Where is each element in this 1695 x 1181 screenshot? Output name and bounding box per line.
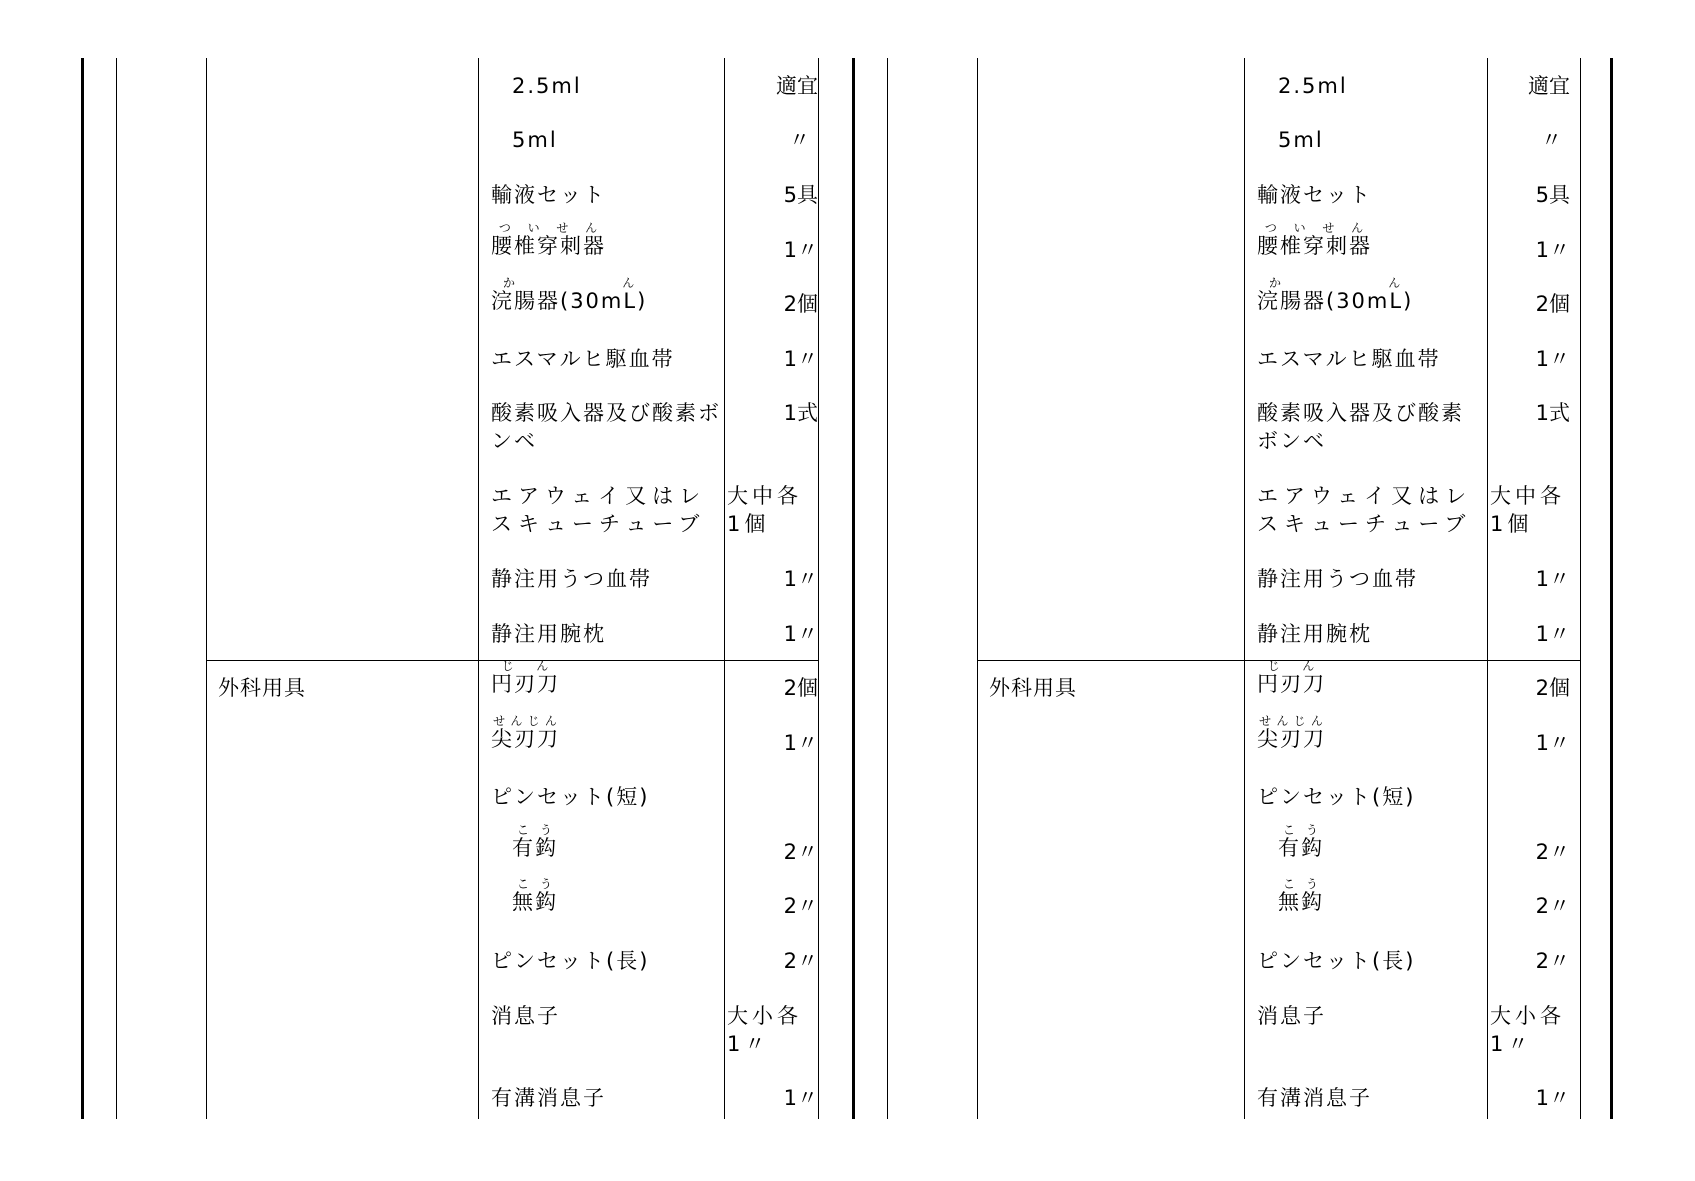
table-panel-right: [847, 58, 1629, 1119]
item-quantity: 1〃: [1535, 567, 1570, 591]
item-quantity: 1〃: [1535, 622, 1570, 646]
item-name: 5ml: [512, 128, 558, 152]
item-name: 有鈎こう: [1278, 823, 1324, 860]
item-name: 静注用うつ血帯: [1257, 567, 1418, 591]
item-name: 有鈎こう: [512, 823, 558, 860]
item-quantity: 適宜: [1528, 74, 1570, 98]
furigana: こう: [512, 877, 558, 891]
item-name: 酸素吸入器及び酸素ボンベ: [1257, 401, 1464, 453]
item-name: ピンセット(長): [1257, 949, 1416, 973]
item-name: 2.5ml: [512, 74, 582, 98]
item-name: ピンセット(短): [1257, 785, 1416, 809]
item-quantity: 2〃: [783, 840, 818, 864]
furigana: こう: [512, 823, 558, 837]
item-name: エスマルヒ駆血帯: [491, 347, 675, 371]
furigana: ついせん: [1257, 221, 1372, 235]
item-name: 静注用うつ血帯: [491, 567, 652, 591]
item-name: 輸液セット: [491, 183, 606, 207]
item-quantity: 1〃: [783, 1086, 818, 1110]
column-rule: [1487, 58, 1488, 1119]
item-quantity: 〃: [1541, 128, 1562, 152]
item-quantity: 1〃: [783, 567, 818, 591]
column-rule: [977, 58, 978, 1119]
item-quantity: 1〃: [783, 622, 818, 646]
item-name: ピンセット(短): [491, 785, 650, 809]
item-name: 尖刃刀せんじん: [491, 714, 560, 751]
item-quantity: 大小各1〃: [727, 1004, 802, 1056]
item-quantity: 2〃: [1535, 840, 1570, 864]
item-name: 輸液セット: [1257, 183, 1372, 207]
item-quantity: 1式: [1535, 401, 1570, 425]
furigana: じん: [1257, 659, 1326, 673]
item-quantity: 1〃: [783, 731, 818, 755]
column-rule: [724, 58, 725, 1119]
item-quantity: 5具: [783, 183, 818, 207]
item-quantity: 大中各1個: [1490, 484, 1565, 536]
item-name: 無鈎こう: [512, 877, 558, 914]
item-name: 有溝消息子: [491, 1086, 606, 1110]
item-quantity: 2個: [783, 292, 818, 316]
item-name: エスマルヒ駆血帯: [1257, 347, 1441, 371]
column-rule: [1580, 58, 1581, 1119]
item-name: 有溝消息子: [1257, 1086, 1372, 1110]
item-quantity: 1〃: [1535, 731, 1570, 755]
table-border-left: [852, 58, 855, 1119]
furigana: かん: [491, 276, 648, 290]
table-border-right: [1610, 58, 1613, 1119]
item-name: エアウェイ又はレスキューチューブ: [1257, 484, 1473, 536]
item-quantity: 2〃: [1535, 894, 1570, 918]
item-name: 腰椎穿刺器ついせん: [491, 221, 606, 258]
item-quantity: 1〃: [783, 347, 818, 371]
item-name: 浣腸器(30mL)かん: [1257, 276, 1414, 313]
item-quantity: 大中各1個: [727, 484, 802, 536]
item-quantity: 2〃: [783, 949, 818, 973]
item-name: 2.5ml: [1278, 74, 1348, 98]
item-quantity: 1〃: [1535, 347, 1570, 371]
column-rule: [116, 58, 117, 1119]
item-quantity: 2個: [783, 676, 818, 700]
furigana: こう: [1278, 877, 1324, 891]
item-quantity: 〃: [789, 128, 810, 152]
furigana: こう: [1278, 823, 1324, 837]
item-name: 円刃刀じん: [1257, 659, 1326, 696]
item-name: 円刃刀じん: [491, 659, 560, 696]
category-label: 外科用具: [989, 676, 1077, 700]
item-quantity: 2〃: [783, 894, 818, 918]
item-quantity: 2〃: [1535, 949, 1570, 973]
column-rule: [887, 58, 888, 1119]
item-name: 消息子: [1257, 1004, 1326, 1028]
item-name: 尖刃刀せんじん: [1257, 714, 1326, 751]
column-rule: [818, 58, 819, 1119]
item-name: エアウェイ又はレスキューチューブ: [491, 484, 707, 536]
category-label: 外科用具: [218, 676, 306, 700]
furigana: かん: [1257, 276, 1414, 290]
table-panel-left: [81, 58, 855, 1119]
item-quantity: 適宜: [776, 74, 818, 98]
item-quantity: 5具: [1535, 183, 1570, 207]
item-quantity: 1〃: [783, 238, 818, 262]
column-rule: [1244, 58, 1245, 1119]
item-quantity: 2個: [1535, 292, 1570, 316]
column-rule: [206, 58, 207, 1119]
item-name: 無鈎こう: [1278, 877, 1324, 914]
furigana: せんじん: [491, 714, 560, 728]
furigana: せんじん: [1257, 714, 1326, 728]
item-name: 腰椎穿刺器ついせん: [1257, 221, 1372, 258]
item-quantity: 2個: [1535, 676, 1570, 700]
item-quantity: 1式: [783, 401, 818, 425]
item-quantity: 大小各1〃: [1490, 1004, 1565, 1056]
item-name: 静注用腕枕: [491, 622, 606, 646]
furigana: じん: [491, 659, 560, 673]
item-quantity: 1〃: [1535, 238, 1570, 262]
item-name: ピンセット(長): [491, 949, 650, 973]
item-name: 5ml: [1278, 128, 1324, 152]
item-name: 消息子: [491, 1004, 560, 1028]
item-name: 静注用腕枕: [1257, 622, 1372, 646]
item-name: 浣腸器(30mL)かん: [491, 276, 648, 313]
item-name: 酸素吸入器及び酸素ボンベ: [491, 401, 721, 453]
table-border-left: [81, 58, 84, 1119]
item-quantity: 1〃: [1535, 1086, 1570, 1110]
column-rule: [478, 58, 479, 1119]
furigana: ついせん: [491, 221, 606, 235]
